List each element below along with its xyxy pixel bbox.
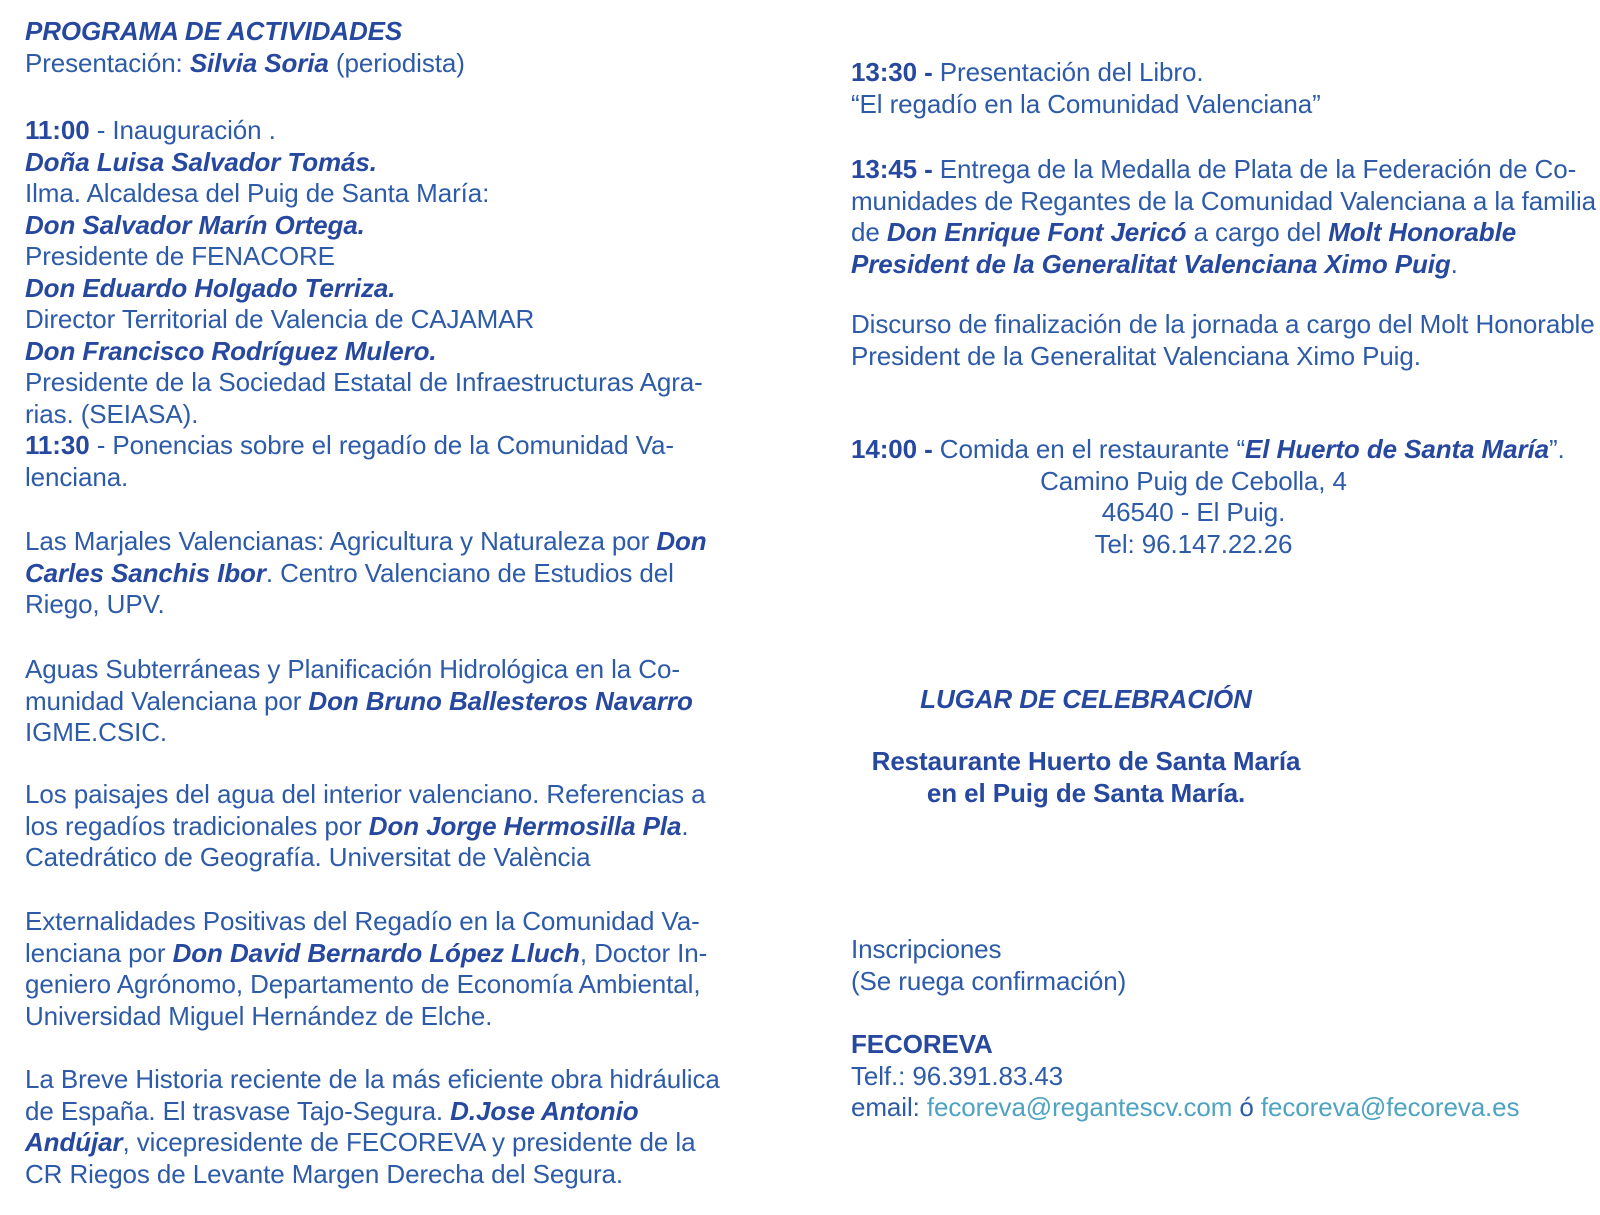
speaker-name: Don David Bernardo López Lluch	[172, 937, 580, 968]
talk-title: La Breve Historia reciente de la más eficiente obra hidráulica de España. El trasvase Tajo-Segura.	[25, 1064, 720, 1126]
organization-name: FECOREVA	[851, 1029, 993, 1059]
venue-section-header	[851, 684, 1321, 716]
presenter-label: Presentación:	[25, 47, 190, 78]
closing-speech-block	[851, 309, 1600, 372]
time-label: 11:30	[25, 430, 90, 460]
speaker-name: Don Bruno Ballesteros Navarro	[308, 685, 693, 716]
phone-number: Tel: 96.147.22.26	[1094, 528, 1293, 559]
contact-block	[851, 1029, 1600, 1124]
presenter-role: (periodista)	[328, 47, 465, 78]
phone-number: Telf.: 96.391.83.43	[851, 1060, 1064, 1091]
book-title: “El regadío en la Comunidad Valenciana”	[851, 88, 1321, 119]
talk-title: Los paisajes del agua del interior valenciano. Referencias a los regadíos tradicionales por	[25, 779, 706, 841]
president-name: Molt Honorable President de la Generalitat Valenciana Ximo Puig	[851, 217, 1517, 279]
program-title-block	[25, 16, 720, 79]
venue-block	[851, 746, 1321, 809]
restaurant-name: El Huerto de Santa María	[1245, 434, 1549, 464]
speaker-affiliation: , Doctor Ingeniero Agrónomo, Departamento de Economía Ambiental, Universidad Miguel Hernández de Elche.	[25, 937, 708, 1031]
text-run: Comida en el restaurante “	[932, 434, 1246, 464]
registration-label: Inscripciones	[851, 934, 1002, 964]
closing-speech: Discurso de finalización de la jornada a cargo del Molt Honorable President de la Generalitat Valenciana Ximo Puig.	[851, 309, 1595, 371]
email-link[interactable]: fecoreva@regantescv.com	[926, 1092, 1233, 1122]
time-label: 14:00 -	[851, 434, 933, 464]
text-run: Presentación del Libro.	[932, 57, 1204, 87]
venue-location: en el Puig de Santa María.	[926, 777, 1246, 808]
schedule-block	[25, 115, 720, 493]
honoree-name: Don Enrique Font Jericó	[886, 217, 1187, 247]
confirmation-note: (Se ruega confirmación)	[851, 965, 1127, 996]
text-run: - Ponencias sobre el regadío de la Comunidad Valenciana.	[25, 430, 674, 492]
restaurant-address	[851, 466, 1536, 561]
lunch-block	[851, 434, 1600, 560]
text-run: - Inauguración .	[89, 115, 276, 145]
section-title: LUGAR DE CELEBRACIÓN	[920, 684, 1252, 714]
talk-tajo-segura-paragraph	[25, 1064, 720, 1190]
talk-marjales-paragraph	[25, 526, 720, 621]
time-label: 13:45 -	[851, 154, 933, 184]
talk-externalidades-paragraph	[25, 906, 720, 1032]
talk-paisajes-paragraph	[25, 779, 720, 874]
talk-aguas-paragraph	[25, 654, 720, 749]
speaker-name: Don Jorge Hermosilla Pla	[368, 810, 682, 841]
talk-title: Externalidades Positivas del Regadío en la Comunidad Valenciana por	[25, 906, 700, 968]
text-run: ”.	[1548, 434, 1565, 464]
speaker-role: Director Territorial de Valencia de CAJAMAR	[25, 304, 535, 334]
email-label: email:	[851, 1092, 927, 1122]
document-title: PROGRAMA DE ACTIVIDADES	[25, 16, 403, 46]
speaker-name: D.Jose Antonio Andújar	[25, 1095, 639, 1157]
talk-title: Las Marjales Valencianas: Agricultura y Naturaleza por	[25, 526, 657, 556]
email-link[interactable]: fecoreva@fecoreva.es	[1260, 1092, 1520, 1122]
speaker-name: Don Eduardo Holgado Terriza.	[25, 272, 396, 303]
speaker-name: Don Francisco Rodríguez Mulero.	[25, 335, 437, 366]
speaker-name: Doña Luisa Salvador Tomás.	[25, 146, 377, 177]
speaker-role: Presidente de FENACORE	[25, 241, 335, 271]
presenter-name: Silvia Soria	[189, 47, 329, 78]
address-line: Camino Puig de Cebolla, 4	[1040, 465, 1347, 496]
speaker-affiliation: , vicepresidente de FECOREVA y presidente de la CR Riegos de Levante Margen Derecha del Segura.	[25, 1127, 696, 1189]
speaker-role: Presidente de la Sociedad Estatal de Infraestructuras Agrarias. (SEIASA).	[25, 367, 703, 429]
speaker-affiliation: IGME.CSIC.	[25, 717, 168, 747]
venue-name: Restaurante Huerto de Santa María	[871, 746, 1301, 776]
speaker-affiliation: . Catedrático de Geografía. Universitat de València	[25, 810, 689, 872]
speaker-name: Don Salvador Marín Ortega.	[25, 209, 365, 240]
text-run: Entrega de la Medalla de Plata de la Federación de Comunidades de Regantes de la Comunidad Valenciana a la familia de	[851, 154, 1597, 247]
medal-ceremony-block	[851, 154, 1600, 280]
registration-block	[851, 934, 1600, 997]
speaker-role: Ilma. Alcaldesa del Puig de Santa María:	[25, 178, 490, 208]
lunch-line	[851, 434, 1600, 466]
book-presentation-block	[851, 57, 1600, 120]
text-run: a cargo del	[1186, 217, 1329, 247]
time-label: 13:30 -	[851, 57, 933, 87]
text-run: ó	[1232, 1092, 1261, 1122]
time-label: 11:00	[25, 115, 90, 145]
address-line: 46540 - El Puig.	[1101, 497, 1286, 527]
talk-title: Aguas Subterráneas y Planificación Hidrológica en la Comunidad Valenciana por	[25, 654, 680, 716]
speaker-affiliation: . Centro Valenciano de Estudios del Riego, UPV.	[25, 557, 674, 619]
speaker-name: Don Carles Sanchis Ibor	[25, 526, 707, 588]
text-run: .	[1450, 248, 1458, 279]
